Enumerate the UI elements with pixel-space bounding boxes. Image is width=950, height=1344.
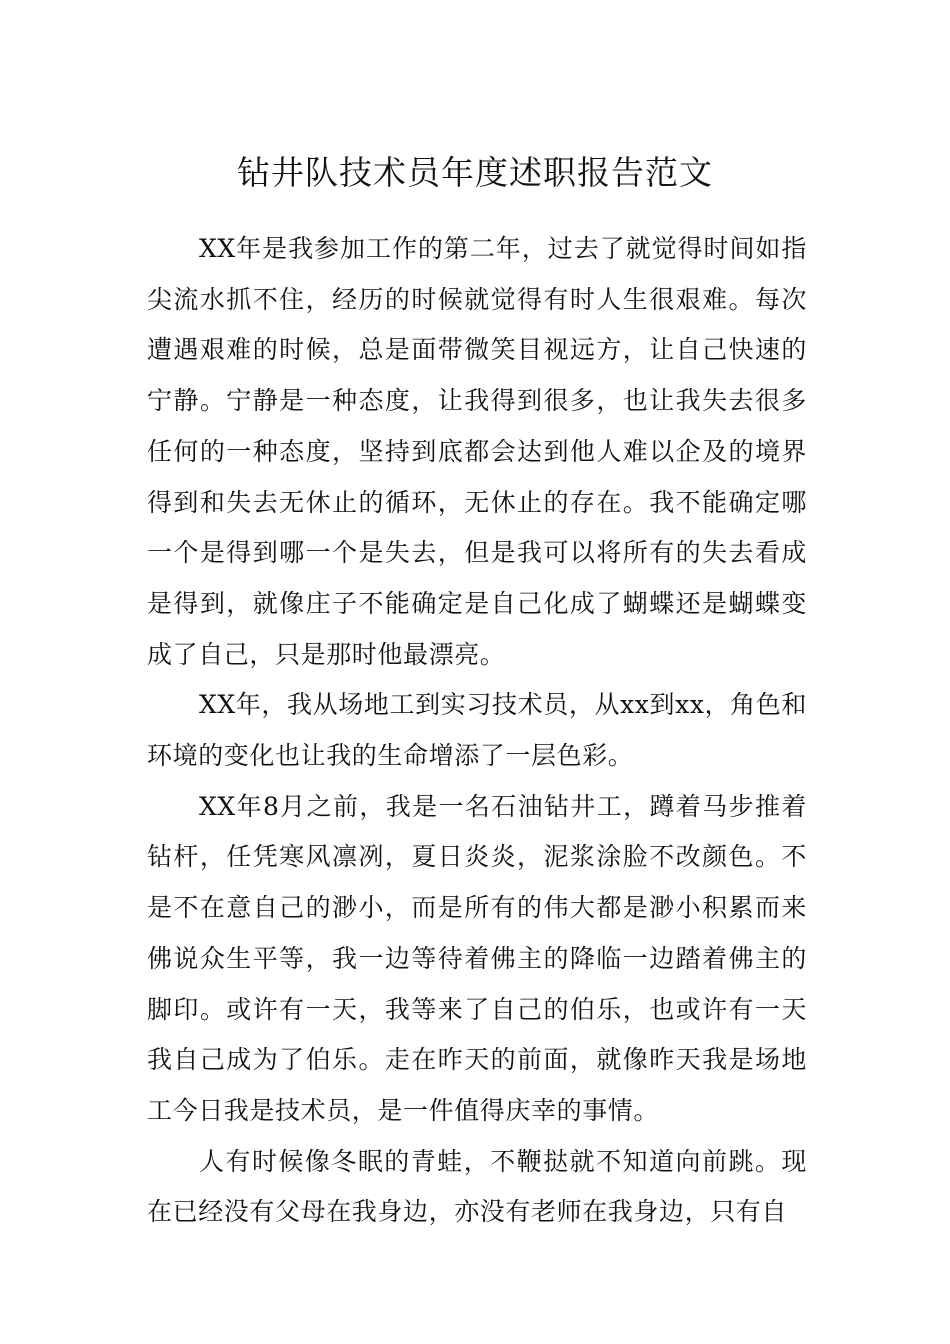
paragraph-4: 人有时候像冬眠的青蛙，不鞭挞就不知道向前跳。现在已经没有父母在我身边，亦没有老师在我身边，只有自 <box>147 1146 807 1227</box>
document-body <box>147 224 807 1238</box>
document-title: 钻井队技术员年度述职报告范文 <box>237 153 713 193</box>
paragraph-2: XX年，我从场地工到实习技术员，从xx到xx，角色和环境的变化也让我的生命增添了一层色彩。 <box>147 690 807 771</box>
paragraph-3: XX年8月之前，我是一名石油钻井工，蹲着马步推着钻杆，任凭寒风凛冽，夏日炎炎，泥浆涂脸不改颜色。不是不在意自己的渺小，而是所有的伟大都是渺小积累而来佛说众生平等，我一边等待着佛主的降临一边踏着佛主的脚印。或许有一天，我等来了自己的伯乐，也或许有一天我自己成为了伯乐。走在昨天的前面，就像昨天我是场地工今日我是技术员，是一件值得庆幸的事情。 <box>147 791 807 1125</box>
paragraph-1: XX年是我参加工作的第二年，过去了就觉得时间如指尖流水抓不住，经历的时候就觉得有时人生很艰难。每次遭遇艰难的时候，总是面带微笑目视远方，让自己快速的宁静。宁静是一种态度，让我得到很多，也让我失去很多任何的一种态度，坚持到底都会达到他人难以企及的境界得到和失去无休止的循环，无休止的存在。我不能确定哪一个是得到哪一个是失去，但是我可以将所有的失去看成是得到，就像庄子不能确定是自己化成了蝴蝶还是蝴蝶变成了自己，只是那时他最漂亮。 <box>147 234 807 669</box>
